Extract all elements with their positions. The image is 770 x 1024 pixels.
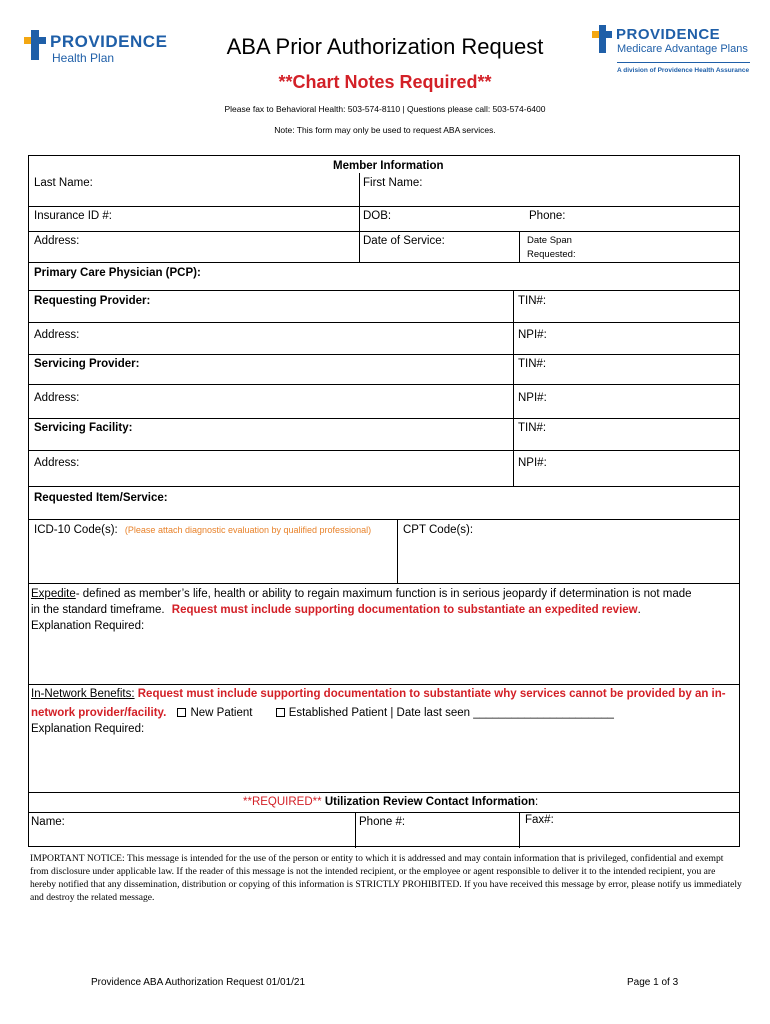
- ur-name-field[interactable]: Name:: [31, 816, 65, 828]
- in-network-requirement-1: Request must include supporting documentation to substantiate why services cannot be provided by an in-: [137, 688, 726, 700]
- first-name-field[interactable]: First Name:: [363, 177, 423, 189]
- icd10-field[interactable]: [34, 524, 371, 536]
- new-patient-label: New Patient: [190, 707, 253, 719]
- fax-line: Please fax to Behavioral Health: 503-574-8110 | Questions please call: 503-574-6400: [224, 104, 546, 114]
- ur-heading-text: Utilization Review Contact Information: [324, 796, 536, 808]
- facility-address-field[interactable]: Address:: [34, 457, 80, 469]
- established-patient-checkbox[interactable]: [276, 708, 285, 717]
- icd10-note: (Please attach diagnostic evaluation by qualified professional): [124, 525, 372, 535]
- footer-form-id: Providence ABA Authorization Request 01/01/21: [91, 977, 306, 988]
- right-logo-tagline: A division of Providence Health Assurance: [617, 67, 750, 74]
- servicing-npi-field[interactable]: NPI#:: [518, 392, 547, 404]
- facility-npi-field[interactable]: NPI#:: [518, 457, 547, 469]
- expedite-requirement: Request must include supporting documentation to substantiate an expedited review: [171, 604, 638, 616]
- expedite-line-2: [31, 604, 641, 616]
- member-address-field[interactable]: Address:: [34, 235, 80, 247]
- last-name-field[interactable]: Last Name:: [34, 177, 93, 189]
- expedite-term: Expedite: [31, 588, 76, 600]
- left-logo-brand: PROVIDENCE: [50, 32, 168, 51]
- requested-service-heading: Requested Item/Service:: [34, 492, 168, 504]
- expedite-definition: - defined as member’s life, health or ability to regain maximum function is in serious jeopardy if determination is not made: [75, 588, 692, 600]
- authorization-form: [28, 155, 740, 847]
- expedite-period: .: [637, 604, 641, 616]
- servicing-provider-field[interactable]: Servicing Provider:: [34, 358, 140, 370]
- date-span-label-1: Date Span: [527, 235, 572, 246]
- requesting-provider-field[interactable]: Requesting Provider:: [34, 295, 151, 307]
- servicing-facility-field[interactable]: Servicing Facility:: [34, 422, 133, 434]
- insurance-id-field[interactable]: Insurance ID #:: [34, 210, 112, 222]
- member-info-heading: Member Information: [333, 160, 444, 172]
- requesting-npi-field[interactable]: NPI#:: [518, 329, 547, 341]
- new-patient-checkbox[interactable]: [177, 708, 186, 717]
- servicing-address-field[interactable]: Address:: [34, 392, 80, 404]
- date-span-label-2[interactable]: Requested:: [527, 249, 576, 260]
- phone-field[interactable]: Phone:: [529, 210, 566, 222]
- expedite-explanation-field[interactable]: Explanation Required:: [31, 620, 145, 632]
- pcp-field[interactable]: Primary Care Physician (PCP):: [34, 267, 201, 279]
- requesting-address-field[interactable]: Address:: [34, 329, 80, 341]
- dob-field[interactable]: DOB:: [363, 210, 392, 222]
- facility-tin-field[interactable]: TIN#:: [518, 422, 547, 434]
- in-network-line-1: [31, 688, 726, 700]
- date-of-service-field[interactable]: Date of Service:: [363, 235, 445, 247]
- right-logo-sub: Medicare Advantage Plans: [617, 43, 748, 55]
- left-logo-sub: Health Plan: [52, 51, 115, 65]
- expedite-text-2: in the standard timeframe.: [31, 604, 165, 616]
- ur-required-tag: **REQUIRED**: [243, 796, 322, 808]
- in-network-requirement-2: network provider/facility.: [31, 707, 167, 719]
- important-notice: IMPORTANT NOTICE: This message is intended for the use of the person or entity to which it is addressed and may contain information that is privileged, confidential and exempt from disclosure under applicable law. If the reader of this message is not the intended recipient, or the employee or agent responsible to deliver it to the intended recipient, you are hereby notified that any dissemination, distribution or copying of this information is STRICTLY PROHIBITED. If you have received this message by error, please notify us immediately and destroy the related message.: [30, 853, 742, 903]
- in-network-term: In-Network Benefits:: [31, 688, 135, 700]
- footer-page-number: Page 1 of 3: [627, 977, 679, 988]
- established-patient-label[interactable]: Established Patient | Date last seen ______________________: [288, 707, 614, 719]
- in-network-explanation-field[interactable]: Explanation Required:: [31, 723, 145, 735]
- ur-fax-field[interactable]: Fax#:: [525, 814, 554, 826]
- page-subtitle: **Chart Notes Required**: [278, 72, 492, 92]
- expedite-line-1: [31, 588, 692, 600]
- icd10-label: ICD-10 Code(s):: [34, 524, 118, 536]
- ur-heading: [243, 796, 538, 808]
- right-logo-divider: [617, 62, 750, 63]
- note-line: Note: This form may only be used to request ABA services.: [274, 125, 496, 135]
- page-title: ABA Prior Authorization Request: [226, 34, 544, 59]
- ur-phone-field[interactable]: Phone #:: [359, 816, 406, 828]
- requesting-tin-field[interactable]: TIN#:: [518, 295, 547, 307]
- in-network-line-2: [31, 707, 614, 719]
- ur-heading-colon: :: [535, 796, 539, 808]
- servicing-tin-field[interactable]: TIN#:: [518, 358, 547, 370]
- cpt-field[interactable]: CPT Code(s):: [403, 524, 474, 536]
- right-logo-brand: PROVIDENCE: [616, 26, 721, 43]
